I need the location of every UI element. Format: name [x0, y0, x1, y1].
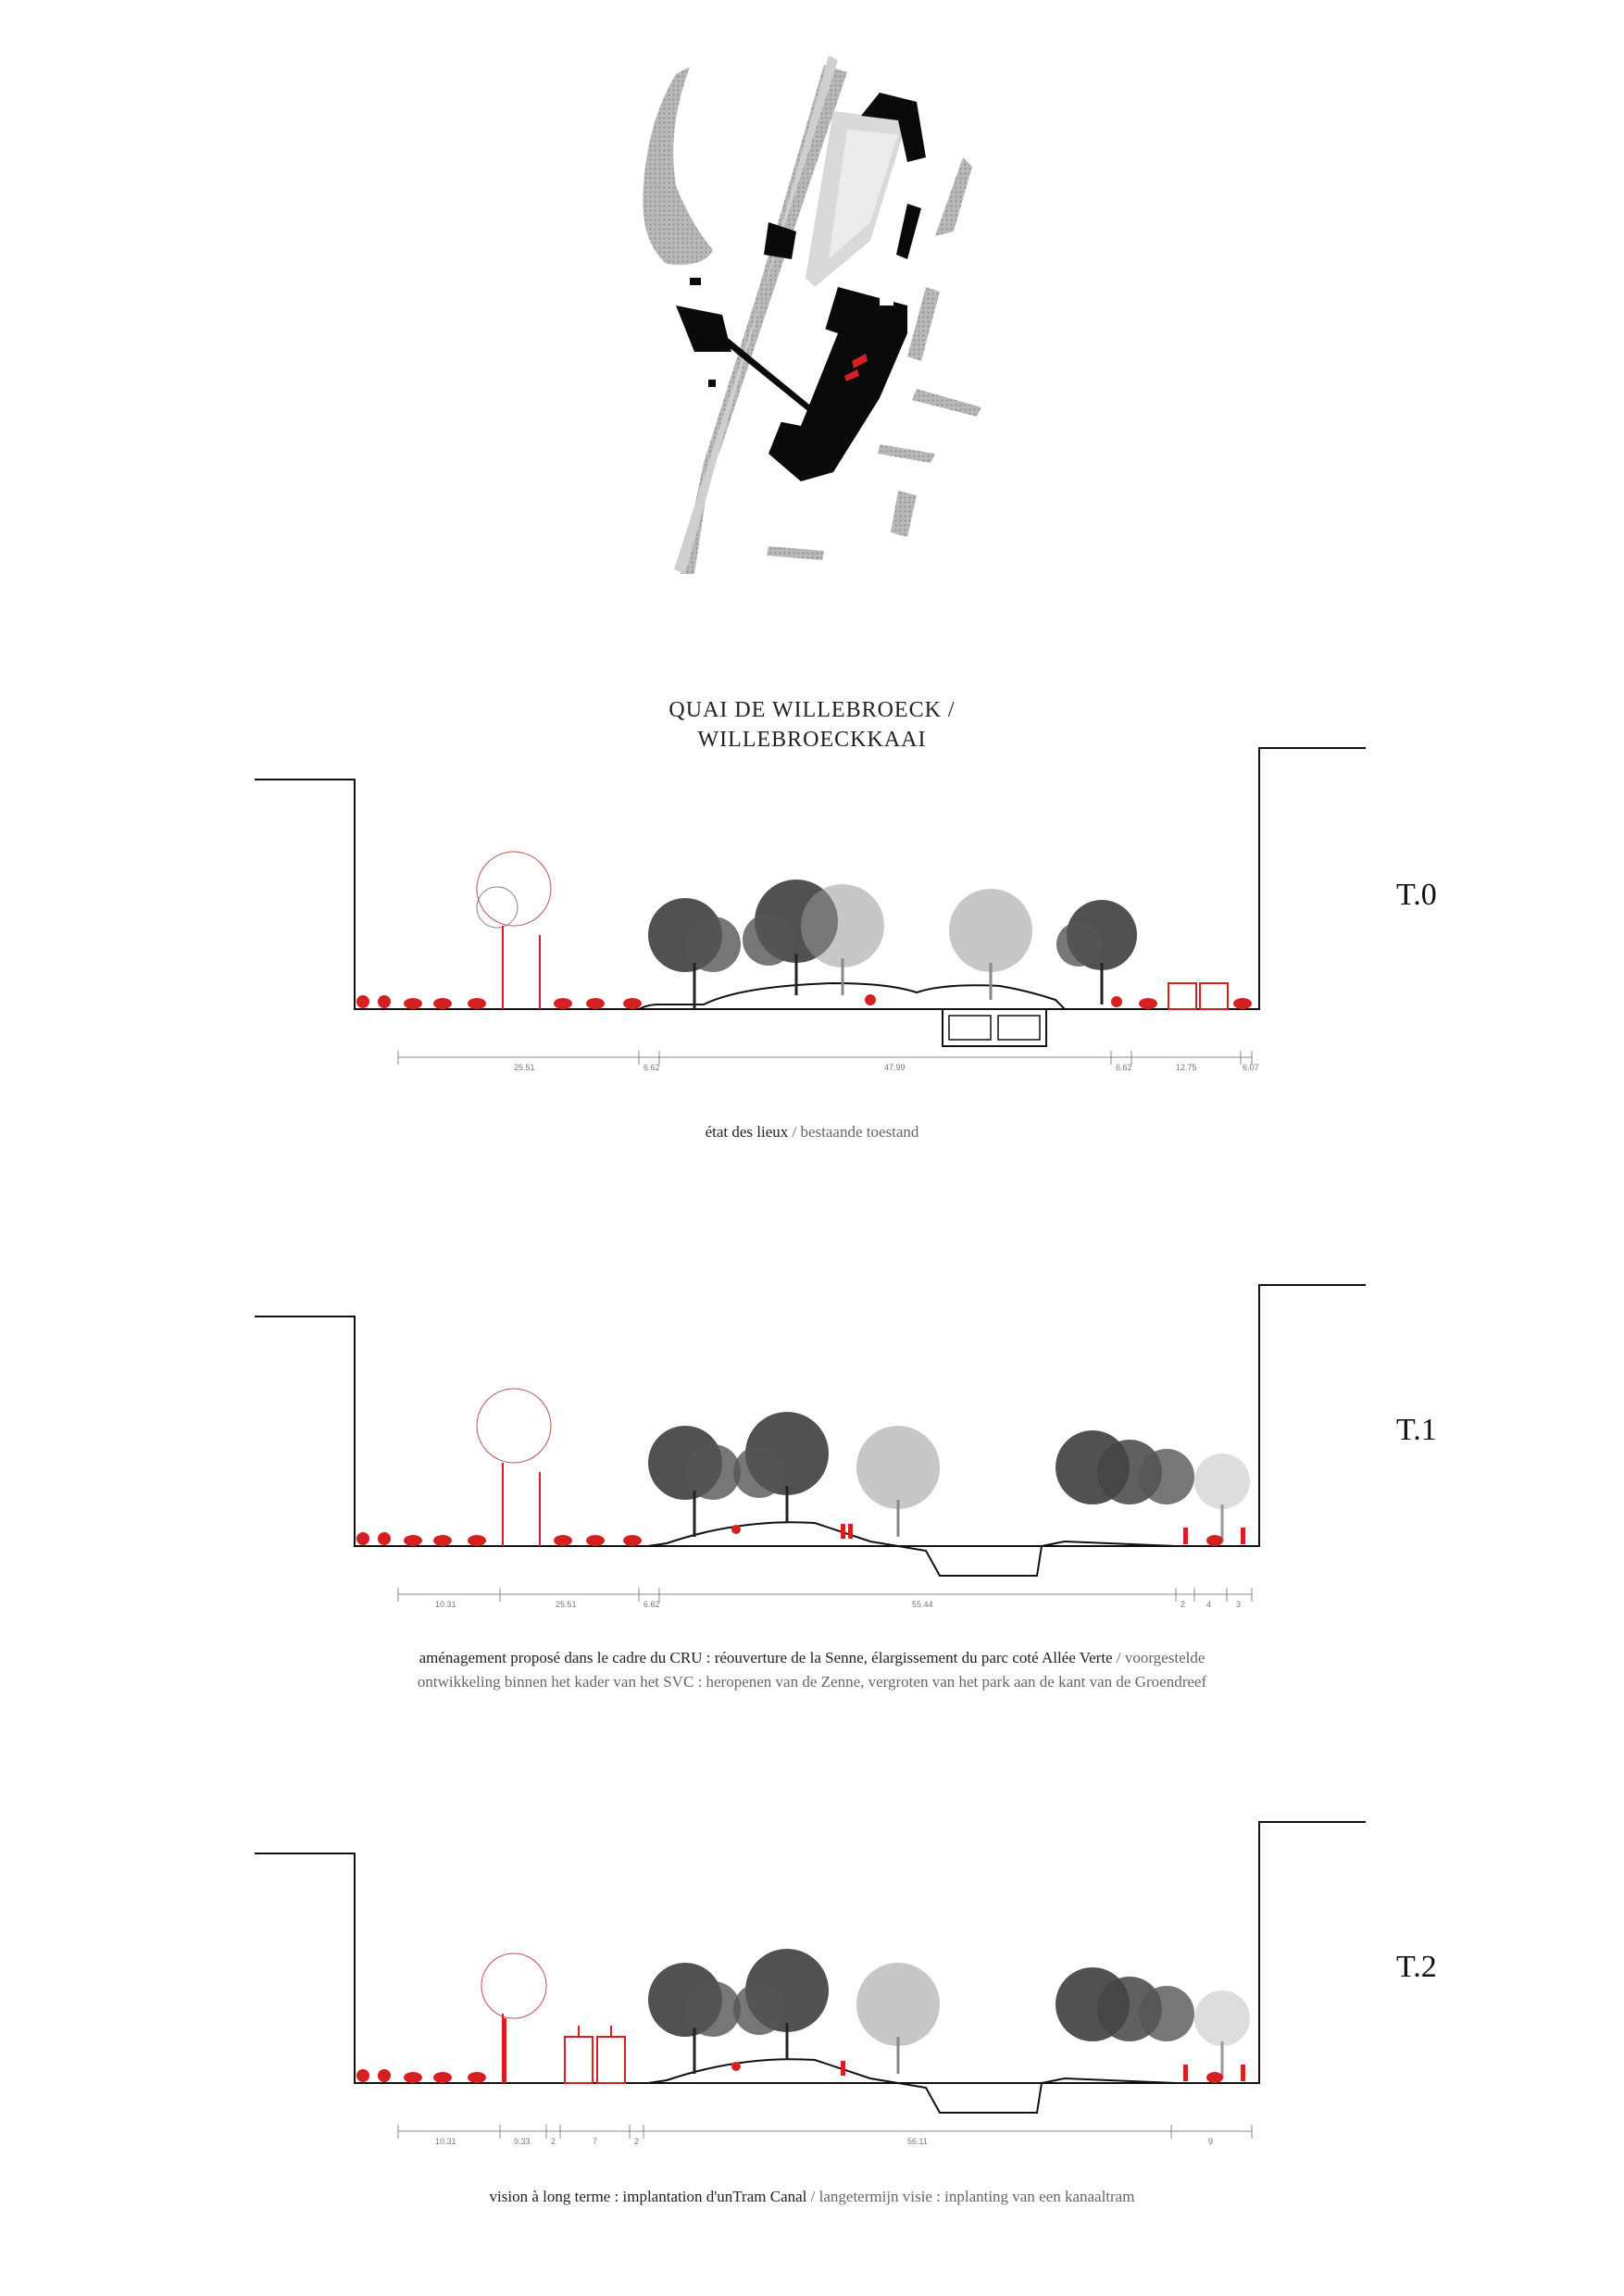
title-line-2: WILLEBROECKKAAI: [697, 728, 927, 752]
dim-t1-5: 2: [1181, 1600, 1186, 1609]
dim-t2-6: 56.11: [907, 2137, 928, 2146]
caption-t2-fr: vision à long terme : implantation d'unTram Canal: [489, 2188, 807, 2205]
section-t1-drawing: [0, 1278, 1624, 1629]
dim-t2-2: 9.33: [514, 2137, 531, 2146]
dim-t2-7: 9: [1208, 2137, 1214, 2146]
dim-t0-5: 12.75: [1176, 1063, 1197, 1072]
stage-label-t2: T.2: [1396, 1950, 1437, 1984]
caption-t2: [0, 2185, 1624, 2209]
section-t0-trees: [477, 852, 1137, 1009]
dim-t1-7: 3: [1236, 1600, 1242, 1609]
title-line-1: QUAI DE WILLEBROECK /: [668, 698, 956, 722]
dim-t1-4: 55.44: [912, 1600, 933, 1609]
stage-label-t0: T.0: [1396, 878, 1437, 912]
dim-t2-4: 7: [593, 2137, 598, 2146]
caption-t0-sep: /: [788, 1123, 801, 1141]
caption-t1-sep: /: [1112, 1649, 1125, 1666]
dim-t1-6: 4: [1206, 1600, 1212, 1609]
dim-t0-2: 6.62: [643, 1063, 660, 1072]
section-t2-drawing: [0, 1815, 1624, 2166]
caption-t2-sep: /: [806, 2188, 819, 2205]
dim-t0-1: 25.51: [514, 1063, 535, 1072]
caption-t0-fr: état des lieux: [705, 1123, 789, 1141]
dim-t1-1: 10.31: [435, 1600, 456, 1609]
caption-t1-fr: aménagement proposé dans le cadre du CRU : réouverture de la Senne, élargissement du parc coté Allée Verte: [418, 1649, 1113, 1666]
section-t0-vehicles: [356, 983, 1252, 1009]
stage-label-t1: T.1: [1396, 1413, 1437, 1447]
dim-t1-3: 6.62: [643, 1600, 660, 1609]
dim-t2-1: 10.31: [435, 2137, 456, 2146]
dim-t1-2: 25.51: [556, 1600, 577, 1609]
site-plan: [602, 56, 1046, 593]
caption-t2-nl: langetermijn visie : inplanting van een kanaaltram: [818, 2188, 1135, 2205]
dim-t0-3: 47.99: [884, 1063, 906, 1072]
dim-t2-5: 2: [634, 2137, 640, 2146]
caption-t0: [0, 1120, 1624, 1144]
dim-t0-4: 6.62: [1116, 1063, 1132, 1072]
plan-street-west: [643, 67, 713, 265]
caption-t1: [0, 1646, 1624, 1694]
caption-t0-nl: bestaande toestand: [800, 1123, 919, 1141]
section-t0-drawing: [0, 741, 1624, 1111]
dim-t2-3: 2: [551, 2137, 556, 2146]
caption-t1-nl-b: ontwikkeling binnen het kader van het SVC : heropenen van de Zenne, vergroten van het park aan de kant van de Groendreef: [417, 1673, 1207, 1691]
dim-t0-6: 6.07: [1243, 1063, 1259, 1072]
caption-t1-nl-a: voorgestelde: [1124, 1649, 1206, 1666]
section-t2-tram: [565, 2026, 625, 2083]
